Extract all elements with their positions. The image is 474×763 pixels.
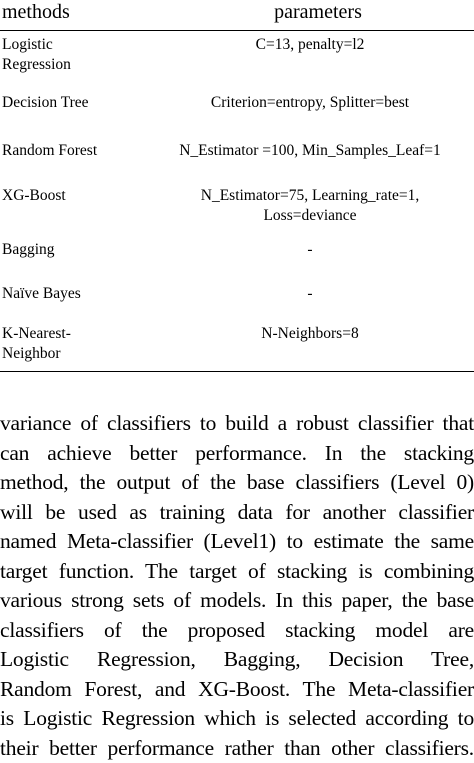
method-cell: XG-Boost bbox=[2, 186, 152, 206]
parameters-table bbox=[0, 0, 474, 31]
paragraph-line: variance of classifiers to build a robust classifier that bbox=[0, 409, 474, 439]
paragraph-line: is Logistic Regression which is selected according to bbox=[0, 704, 474, 734]
params-cell: N_Estimator =100, Min_Samples_Leaf=1 bbox=[148, 141, 472, 161]
paragraph-line: Random Forest, and XG-Boost. The Meta-classifier bbox=[0, 675, 474, 705]
params-cell: N-Neighbors=8 bbox=[148, 324, 472, 344]
header-parameters: parameters bbox=[168, 1, 468, 24]
method-cell: Bagging bbox=[2, 240, 152, 260]
table-header bbox=[0, 0, 474, 31]
paragraph-line: Logistic Regression, Bagging, Decision Tree, bbox=[0, 645, 474, 675]
paragraph-line: target function. The target of stacking is combining bbox=[0, 557, 474, 587]
params-line: N_Estimator=75, Learning_rate=1, bbox=[201, 187, 420, 204]
header-methods: methods bbox=[2, 1, 70, 24]
params-cell: C=13, penalty=l2 bbox=[148, 35, 472, 55]
paragraph-line: their better performance rather than other classifiers. bbox=[0, 734, 474, 763]
table-bottom-rule bbox=[0, 371, 474, 372]
body-paragraph bbox=[0, 409, 474, 763]
method-cell: Logistic Regression bbox=[2, 35, 152, 75]
method-cell: Decision Tree bbox=[2, 93, 152, 113]
params-line: Loss=deviance bbox=[263, 207, 356, 224]
params-cell: - bbox=[148, 284, 472, 304]
paragraph-line: named Meta-classifier (Level1) to estimate the same bbox=[0, 527, 474, 557]
params-cell bbox=[148, 186, 472, 226]
method-cell: K-Nearest- Neighbor bbox=[2, 324, 152, 364]
method-cell: Random Forest bbox=[2, 141, 152, 161]
paragraph-line: will be used as training data for another classifier bbox=[0, 498, 474, 528]
paragraph-line: classifiers of the proposed stacking model are bbox=[0, 616, 474, 646]
params-cell: - bbox=[148, 240, 472, 260]
paragraph-line: can achieve better performance. In the stacking bbox=[0, 439, 474, 469]
method-cell: Naïve Bayes bbox=[2, 284, 152, 304]
params-cell: Criterion=entropy, Splitter=best bbox=[148, 93, 472, 113]
paragraph-line: various strong sets of models. In this paper, the base bbox=[0, 586, 474, 616]
paragraph-line: method, the output of the base classifiers (Level 0) bbox=[0, 468, 474, 498]
